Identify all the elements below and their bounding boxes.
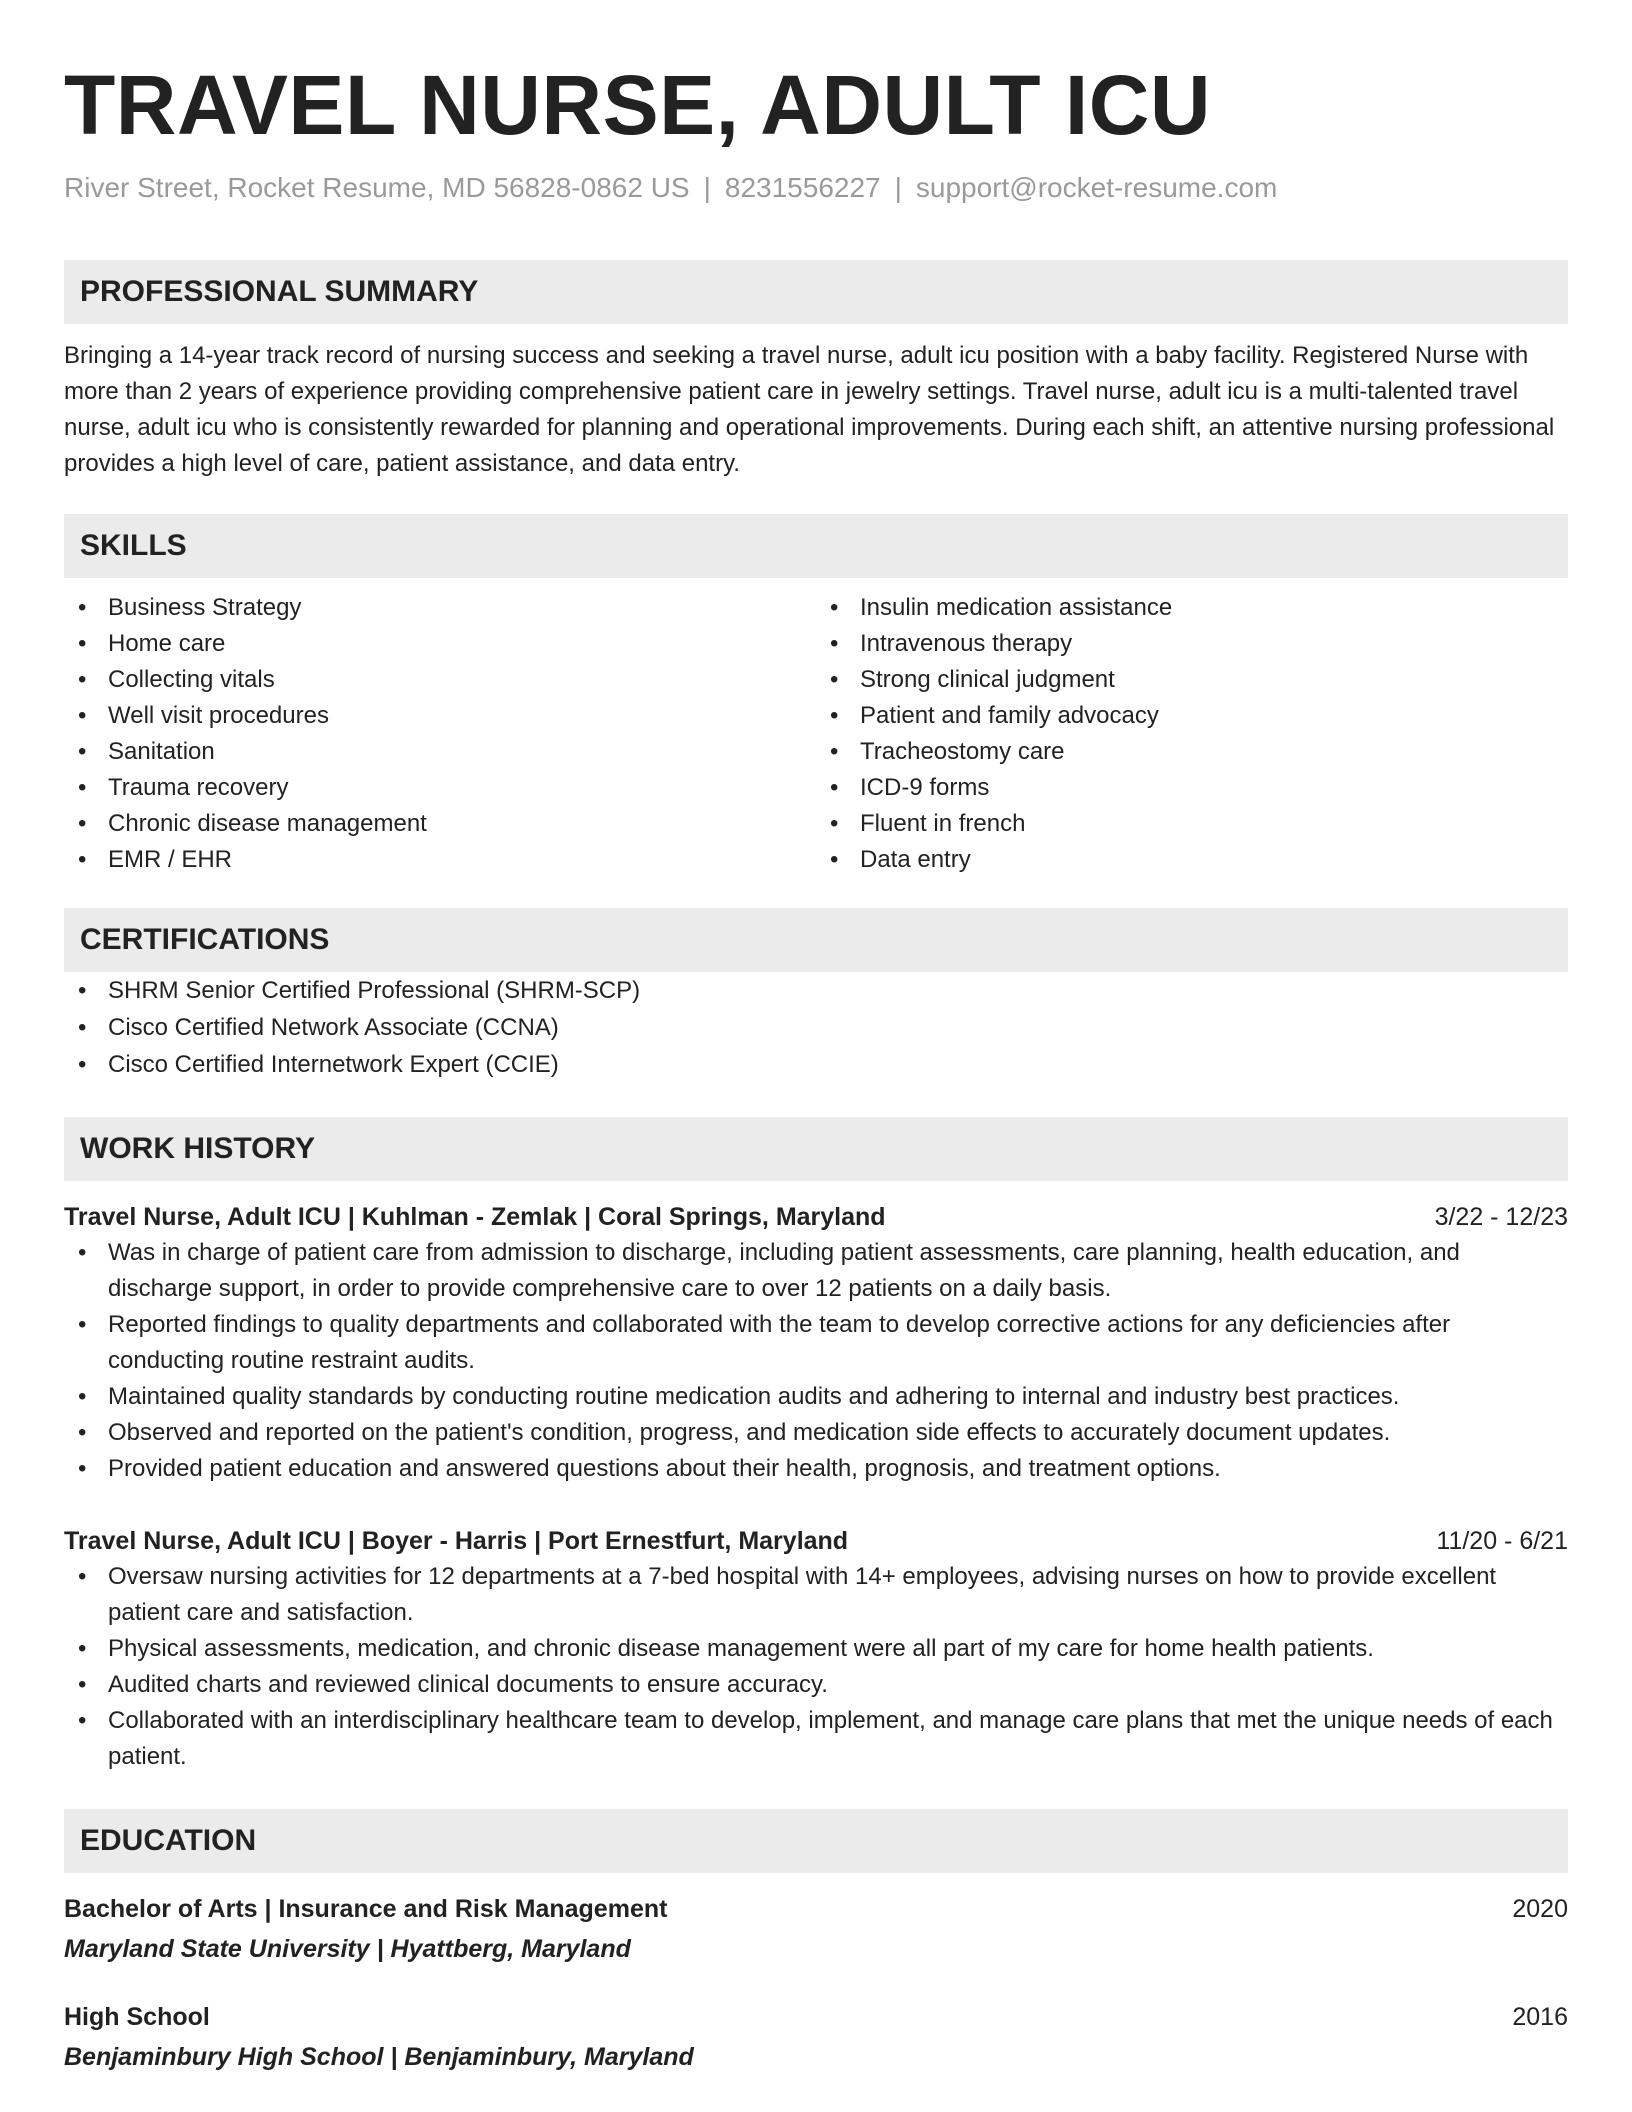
job-dates: 3/22 - 12/23: [1434, 1203, 1568, 1231]
certification-item: • SHRM Senior Certified Professional (SHRM-SCP): [108, 972, 1568, 1009]
skill-item: • Home care: [108, 626, 816, 662]
job-header: [64, 1199, 1568, 1235]
skill-item: • Patient and family advocacy: [860, 698, 1568, 734]
education-school: Benjaminbury High School | Benjaminbury, Maryland: [64, 2043, 694, 2071]
education-degree: Bachelor of Arts | Insurance and Risk Management: [64, 1895, 668, 1923]
skill-item: • Trauma recovery: [108, 770, 816, 806]
contact-email[interactable]: support@rocket-resume.com: [915, 172, 1278, 203]
education-entry: [64, 1999, 1568, 2075]
skill-item: • Tracheostomy care: [860, 734, 1568, 770]
job-bullet: • Physical assessments, medication, and chronic disease management were all part of my care for home health patients.: [108, 1631, 1568, 1667]
certification-list: [64, 972, 1568, 1083]
skill-item: • ICD-9 forms: [860, 770, 1568, 806]
candidate-name: TRAVEL NURSE, ADULT ICU: [64, 58, 1212, 152]
skill-item: • EMR / EHR: [108, 842, 816, 878]
job-bullet: • Oversaw nursing activities for 12 departments at a 7-bed hospital with 14+ employees, advising nurses on how to provide excellent patient care and satisfaction.: [108, 1559, 1568, 1631]
job-bullet: • Maintained quality standards by conducting routine medication audits and adhering to internal and industry best practices.: [108, 1379, 1568, 1415]
job-bullet: • Reported findings to quality departments and collaborated with the team to develop corrective actions for any deficiencies after conducting routine restraint audits.: [108, 1307, 1568, 1379]
job-dates: 11/20 - 6/21: [1436, 1527, 1568, 1555]
certification-item: • Cisco Certified Network Associate (CCNA): [108, 1009, 1568, 1046]
section-heading-skills: SKILLS: [64, 514, 1568, 578]
job-bullet: • Observed and reported on the patient's condition, progress, and medication side effects to accurately document updates.: [108, 1415, 1568, 1451]
education-year: 2020: [1512, 1895, 1568, 1923]
job-bullet: • Was in charge of patient care from admission to discharge, including patient assessments, care planning, health education, and discharge support, in order to provide comprehensive care to over 12 patients on a daily basis.: [108, 1235, 1568, 1307]
job-bullet-list: [64, 1559, 1568, 1775]
skills-column-right: [816, 590, 1568, 878]
job-title: Travel Nurse, Adult ICU | Kuhlman - Zemlak | Coral Springs, Maryland: [64, 1203, 886, 1231]
skill-item: • Collecting vitals: [108, 662, 816, 698]
skill-item: • Data entry: [860, 842, 1568, 878]
contact-separator: |: [703, 172, 711, 203]
job-bullet: • Audited charts and reviewed clinical documents to ensure accuracy.: [108, 1667, 1568, 1703]
skill-item: • Business Strategy: [108, 590, 816, 626]
job-entry: [64, 1199, 1568, 1487]
education-degree: High School: [64, 2003, 210, 2031]
contact-separator: |: [894, 172, 902, 203]
education-year: 2016: [1512, 2003, 1568, 2031]
skill-item: • Strong clinical judgment: [860, 662, 1568, 698]
job-bullet: • Provided patient education and answered questions about their health, prognosis, and treatment options.: [108, 1451, 1568, 1487]
skill-item: • Fluent in french: [860, 806, 1568, 842]
education-header: [64, 1999, 1568, 2035]
contact-address: River Street, Rocket Resume, MD 56828-0862 US: [64, 172, 690, 203]
job-header: [64, 1523, 1568, 1559]
contact-line: [64, 170, 1568, 206]
education-entry: [64, 1891, 1568, 1967]
skill-item: • Chronic disease management: [108, 806, 816, 842]
contact-phone: 8231556227: [724, 172, 881, 203]
skill-item: • Sanitation: [108, 734, 816, 770]
skill-item: • Intravenous therapy: [860, 626, 1568, 662]
job-bullet: • Collaborated with an interdisciplinary healthcare team to develop, implement, and manage care plans that met the unique needs of each patient.: [108, 1703, 1568, 1775]
section-heading-certifications: CERTIFICATIONS: [64, 908, 1568, 972]
summary-text: Bringing a 14-year track record of nursing success and seeking a travel nurse, adult icu position with a baby facility. Registered Nurse with more than 2 years of experience providing comprehensive patient care in jewelry settings. Travel nurse, adult icu is a multi-talented travel nurse, adult icu who is consistently rewarded for planning and operational improvements. During each shift, an attentive nursing professional provides a high level of care, patient assistance, and data entry.: [64, 342, 1555, 477]
skill-item: • Well visit procedures: [108, 698, 816, 734]
section-heading-summary: PROFESSIONAL SUMMARY: [64, 260, 1568, 324]
skills-column-left: [64, 590, 816, 878]
job-bullet-list: [64, 1235, 1568, 1487]
skill-item: • Insulin medication assistance: [860, 590, 1568, 626]
education-header: [64, 1891, 1568, 1927]
certification-item: • Cisco Certified Internetwork Expert (CCIE): [108, 1046, 1568, 1083]
job-entry: [64, 1523, 1568, 1775]
skills-grid: [64, 590, 1568, 878]
education-school: Maryland State University | Hyattberg, Maryland: [64, 1935, 631, 1963]
section-heading-education: EDUCATION: [64, 1809, 1568, 1873]
job-title: Travel Nurse, Adult ICU | Boyer - Harris | Port Ernestfurt, Maryland: [64, 1527, 849, 1555]
section-heading-work-history: WORK HISTORY: [64, 1117, 1568, 1181]
